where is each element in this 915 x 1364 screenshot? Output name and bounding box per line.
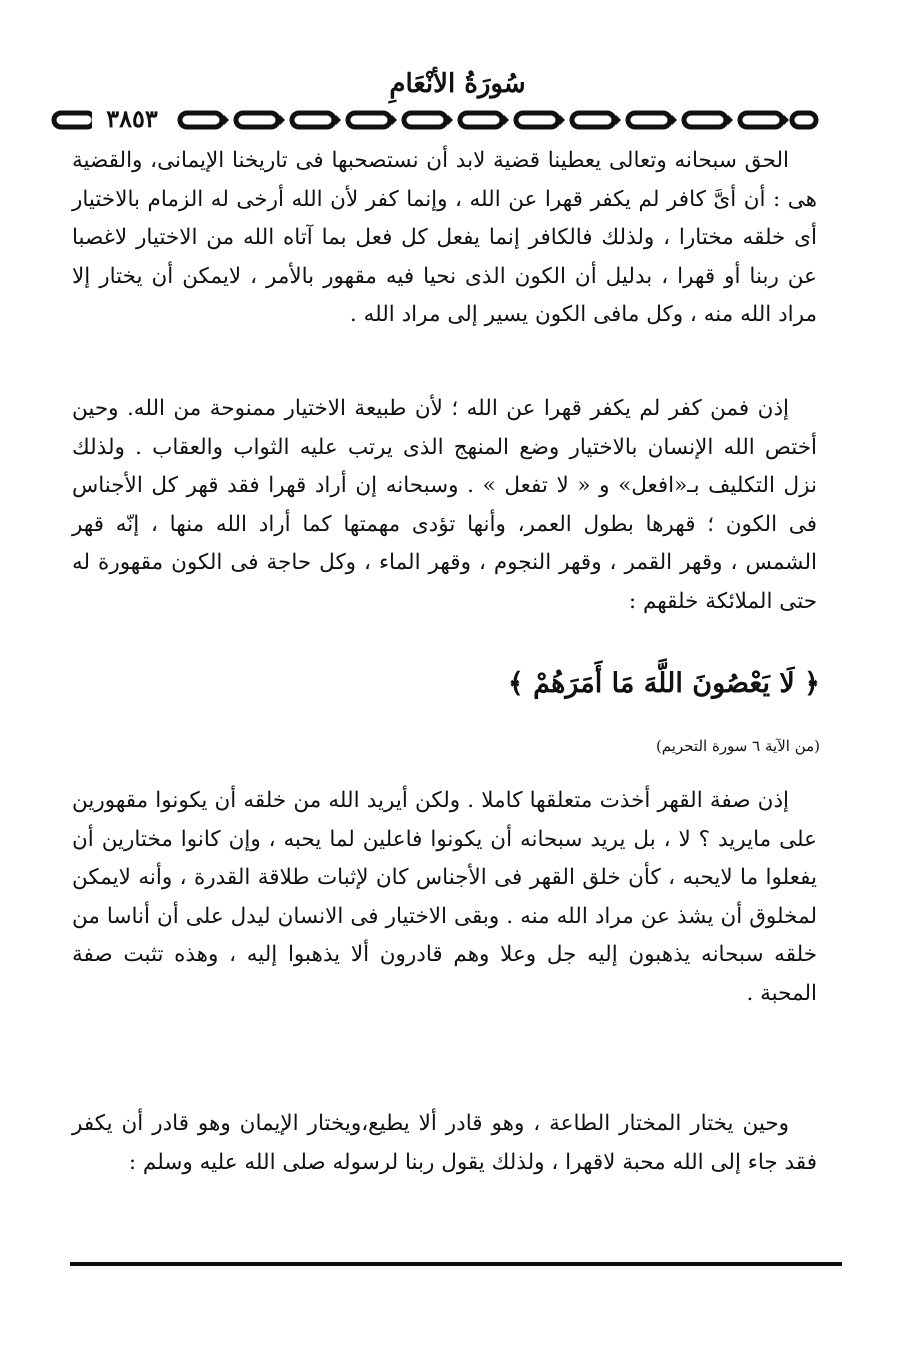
- paragraph-text: الحق سبحانه وتعالى يعطينا قضية لابد أن نستصحبها فى تاريخنا الإيمانى، والقضية هى : أن أىَّ كافر لم يكفر قهرا عن الله ، وإنما كفر لأن الله أرخى له الزمام بالاختيار أى خلقه مختارا ، ولذلك فالكافر إنما يفعل كل فعل بما آتاه الله من الاختيار لاغصبا عن ربنا أو قهرا ، بدليل أن الكون الذى نحيا فيه مقهور بالأمر ، لايمكن أن يختار إلا مراد الله منه ، وكل مافى الكون يسير إلى مراد الله .: [72, 148, 817, 327]
- paragraph-4: [72, 1105, 817, 1182]
- quran-verse: ﴿ لَا يَعْصُونَ اللَّهَ مَا أَمَرَهُمْ ﴾: [507, 668, 820, 699]
- bottom-rule: [70, 1262, 842, 1266]
- page-number: ٣٨٥٣: [92, 104, 172, 134]
- surah-title: سُورَةُ الأنْعَامِ: [389, 69, 526, 99]
- paragraph-3: [72, 782, 817, 1013]
- paragraph-text: وحين يختار المختار الطاعة ، وهو قادر ألا يطيع،ويختار الإيمان وهو قادر أن يكفر فقد جاء إلى الله محبة لاقهرا ، ولذلك يقول ربنا لرسوله صلى الله عليه وسلم :: [72, 1111, 817, 1175]
- paragraph-text: إذن فمن كفر لم يكفر قهرا عن الله ؛ لأن طبيعة الاختيار ممنوحة من الله. وحين أختص الله الإنسان بالاختيار وضع المنهج الذى يرتب عليه الثواب والعقاب . ولذلك نزل التكليف بـ«افعل» و « لا تفعل » . وسبحانه إن أراد قهرا فقد قهر كل الأجناس فى الكون ؛ قهرها بطول العمر، وأنها تؤدى مهمتها كما أراد الله منها ، إنّه قهر الشمس ، وقهر القمر ، وقهر النجوم ، وقهر الماء ، وكل حاجة فى الكون مقهورة له حتى الملائكة خلقهم :: [72, 396, 817, 614]
- paragraph-2: [72, 390, 817, 621]
- verse-reference: (من الآية ٦ سورة التحريم): [655, 737, 820, 755]
- paragraph-text: إذن صفة القهر أخذت متعلقها كاملا . ولكن أيريد الله من خلقه أن يكونوا مقهورين على مايريد ؟ لا ، بل يريد سبحانه أن يكونوا فاعلين لما يحبه ، وإن كانوا مختارين أن يفعلوا ما لايحبه ، كأن خلق القهر فى الأجناس كان لإثبات طلاقة القدرة ، وأنه لايمكن لمخلوق أن يشذ عن مراد الله منه . وبقى الاختيار فى الانسان ليدل على أن أناسا من خلقه سبحانه يذهبون إليه جل وعلا وهم قادرون ألا يذهبوا إليه ، وهذه تثبت صفة المحبة .: [72, 788, 817, 1006]
- paragraph-1: [72, 142, 817, 335]
